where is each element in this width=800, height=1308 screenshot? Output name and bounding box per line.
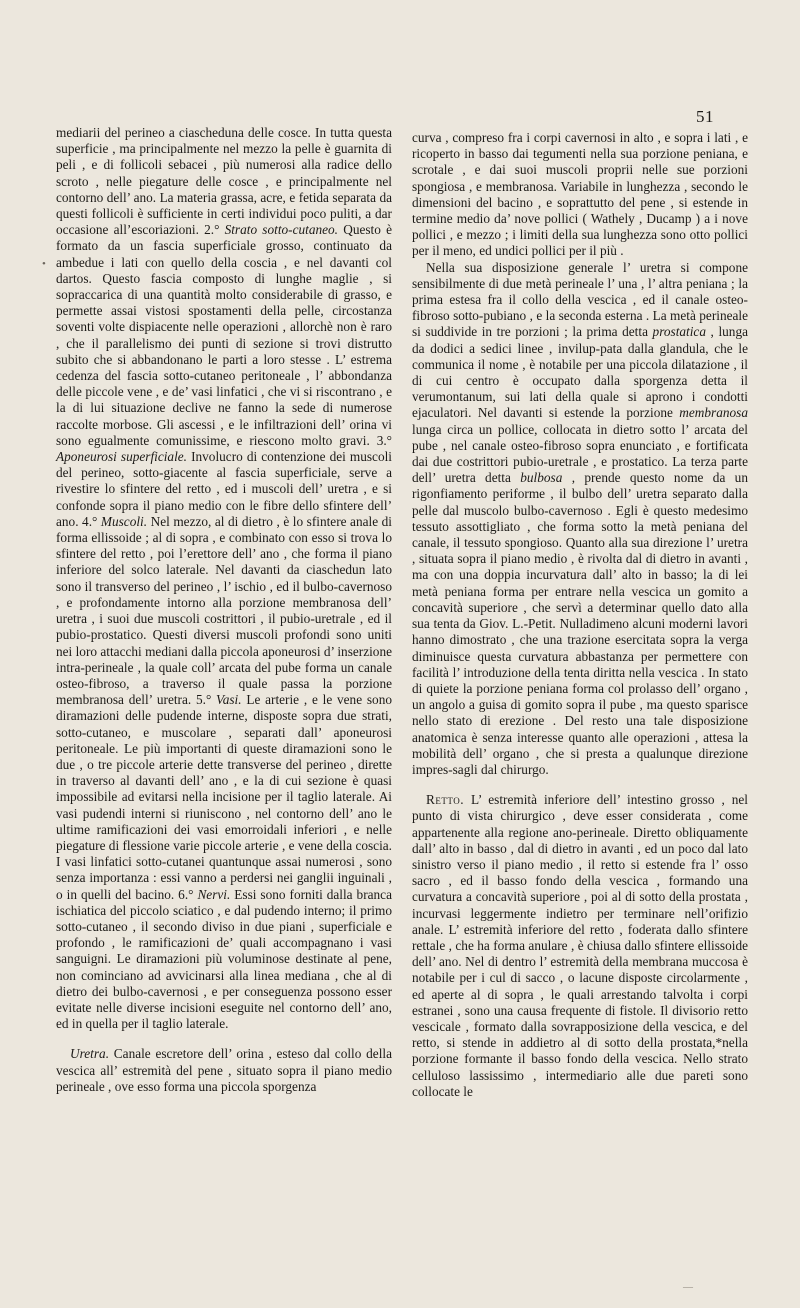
- left-column: [56, 125, 392, 1095]
- heading-uretra: Uretra.: [70, 1046, 110, 1062]
- text-run: lunga circa un pollice, collocata in dietro sotto l’ arcata del pube , nel canale osteo-fibroso sopra enunciato , e fortificata dai due costrittori pubio-uretrale , e prostatico. La terza parte dell’ uretra detta: [412, 421, 748, 486]
- paragraph-uretra-continued: [412, 130, 748, 260]
- heading-nervi: Nervi.: [197, 886, 231, 902]
- paragraph-retto: [412, 792, 748, 1100]
- paragraph-perineum-layers: [56, 125, 392, 1032]
- text-run: mediarii del perineo a ciascheduna delle cosce. In tutta questa superficie , ma principalmente nel mezzo la pelle è guarnita di peli , e di follicoli sebacei , più numerosi alla radice dello scroto , nelle piegature delle cosce , e principalmente nel contorno dell’ ano. La materia grassa, acre, e fetida separata da questi follicoli è sufficiente in certi individui poco puliti, a dar occasione all’escoriazioni. 2.°: [56, 125, 392, 238]
- text-run: L’ estremità inferiore dell’ intestino grosso , nel punto di vista chirurgico , deve esser considerata , come appartenente alla regione ano-perineale. Diretto obliquamente dall’ alto in basso , dal di dietro in avanti , ed un poco dal lato sinistro verso il piano medio , il retto si estende fra l’ osso sacro , ed il basso fondo della vescica , formando una curvatura a concavità superiore , poi al di sotto della prostata , incurvasi leggermente indietro per terminare nell’orifizio anale. L’ estremità inferiore del retto , foderata dallo sfintere rettale , che ha forma anulare , è chiusa dallo sfintere ellissoide dell’ ano. Nel di dentro l’ estremità della membrana muccosa è notabile per i cul di sacco , o lacune disposte circolarmente , ed aperte al di sopra , le quali arrestando talvolta i corpi estranei , sono una causa frequente di fistole. Il divisorio retto vescicale , formato dalla sovrapposizione della vescica, e del retto, si stende in addietro al di sotto della prostata,*nella porzione formante il basso fondo della vescica. Nello strato celluloso lassissimo , intermediario alle due pareti sono collocate le: [412, 792, 748, 1099]
- term-bulbosa: bulbosa: [520, 470, 563, 486]
- term-membranosa: membranosa: [679, 405, 748, 421]
- margin-mark: •: [42, 258, 46, 270]
- foot-mark: ‒‒: [683, 1282, 693, 1293]
- heading-vasi: Vasi.: [216, 692, 242, 708]
- text-run: , prende questo nome da un rigonfiamento periforme , il bulbo dell’ uretra separato dalla pelle dal muscolo bulbo-cavernoso . Egli è questo medesimo tessuto assottigliato , che forma sotto la metà peniana del canale, il tessuto spongioso. Quanto alla sua direzione l’ uretra , situata sopra il piano medio , è rivolta dal di dietro in avanti , ma con una doppia incurvatura dall’ alto in basso; la di lei metà peniana forma per entrare nella vescica un gomito a concavità superiore , che servì a determinar quello dato alla sua tenta da Giov. L.-Petit. Nulladimeno alcuni moderni lavori hanno dimostrato , che una trazione esercitata sopra la verga diminuisce questa curvatura abbastanza per permettere con facilità l’ introduzione della tenta diritta nella vescica . In stato di quiete la porzione peniana forma col prolasso dell’ organo , un angolo a guisa di gomito sopra il pube , ma questo sparisce nello stato di erezione . Del resto una tale disposizione anatomica è senza interesse quanto alle operazioni , attesa la mobilità dell’ organo , che si presta a qualunque direzione impres-sagli dal chirurgo.: [412, 470, 748, 777]
- text-run: Canale escretore dell’ orina , esteso dal collo della vescica all’ estremità del pene , situato sopra il piano medio perineale , ove esso forma una piccola sporgenza: [56, 1046, 392, 1094]
- heading-strato-sotto-cutaneo: Strato sotto-cutaneo.: [224, 222, 339, 238]
- text-run: Questo è formato da un fascia superficiale grosso, continuato da ambedue i lati con quello della coscia , e nel davanti col dartos. Questo fascia composto di lunghe maglie , si sopraccarica di una quantità molto considerabile di grasso, e permette assai vistosi spostamenti della pelle, circostanza soventi volte dispiacente nelle operazioni , allorchè non è raro , che il parallelismo dei punti di sezione si trovi distrutto subito che si abbandonano le parti a loro stesse . L’ estrema cedenza del fascia sotto-cutaneo peritoneale , l’ abbondanza delle piccole vene , e de’ vasi linfatici , che vi si riscontrano , e la di lui situazione declive ne fanno la sede di numerose raccolte morbose. Gli ascessi , e le infiltrazioni dell’ orina vi sono egualmente comunissime, e riescono molto gravi. 3.°: [56, 222, 392, 448]
- paragraph-uretra-disposition: [412, 260, 748, 779]
- text-run: Nella sua disposizione generale l’ uretra si compone sensibilmente di due metà perineale l’ una , l’ altra peniana ; la prima estesa fra il collo della vescica , ed il canale osteo-fibroso sotto-pubiano , e la seconda esterna . La metà perineale si suddivide in tre porzioni ; la prima detta: [412, 259, 748, 340]
- text-run: Nel mezzo, al di dietro , è lo sfintere anale di forma ellissoide ; al di sopra , e combinato con esso si trova lo sfintere del retto , poi l’erettore dell’ ano , che forma il piano inferiore del solco laterale. Nel davanti da ciaschedun lato sono il transverso del perineo , l’ ischio , ed il bulbo-cavernoso , e profondamente intorno alla porzione membranosa dell’ uretra , i suoi due muscoli costrittori , il pubio-uretrale , ed il pubio-prostatico. Questi diversi muscoli profondi sono uniti nei loro attacchi mediani dalla piccola aponeurosi d’ inserzione intra-perineale , la quale coll’ arcata del pube forma un canale osteo-fibroso, a traverso il quale passa la porzione membranosa dell’ uretra. 5.°: [56, 513, 392, 708]
- heading-retto: Retto.: [426, 792, 465, 808]
- text-run: Le arterie , e le vene sono diramazioni delle pudende interne, disposte sopra due strati, sotto-cutaneo, e muscolare , separati dall’ aponeurosi peritoneale. Le più importanti di queste diramazioni sono le due , o tre piccole arterie dette transverse del perineo , dirette in traverso al davanti dell’ ano , e la di cui sezione è quasi impossibile ad evitarsi nella incisione per il taglio laterale. Ai vasi pudendi interni si riuniscono , nel contorno dell’ ano le ultime ramificazioni dei vasi emorroidali inferiori , e nelle piegature di flessione varie piccole arterie , e vene della coscia. I vasi linfatici sotto-cutanei quantunque assai numerosi , sono senza importanza : essi vanno a perdersi nei ganglii inguinali , o in quelli del bacino. 6.°: [56, 692, 392, 902]
- page-number: 51: [696, 107, 714, 126]
- right-column: [412, 130, 748, 1100]
- text-run: Involucro di contenzione dei muscoli del perineo, sotto-giacente al fascia superficiale, serve a rivestire lo sfintere del retto , ed i muscoli dell’ uretra , e si confonde sopra il piano medio con le fibre dello sfintere dell’ ano. 4.°: [56, 449, 392, 529]
- term-prostatica: prostatica: [652, 324, 706, 340]
- text-run: Essi sono forniti dalla branca ischiatica del piccolo sciatico , e dal pudendo interno; il primo sotto-cutaneo , il secondo diviso in due piani , superficiale e profondo , le ramificazioni de’ quali accompagnano i vasi sanguigni. Le diramazioni più voluminose destinate al pene, non cominciano ad avvicinarsi alla linea mediana , che al di dietro dei bulbo-cavernosi , e per conseguenza possono esser evitate nelle diverse incisioni eseguite nel contorno dell’ ano, ed in quella per il taglio laterale.: [56, 886, 392, 1032]
- text-run: , lunga da dodici a sedici linee , invilup-pata dalla glandula, che le communica il nome , è notabile per una piccola dilatazione , il di cui centro è occupato dalla sporgenza detta il verumontanum, sui lati della quale si aprono i condotti ejaculatori. Nel davanti si estende la porzione: [412, 324, 748, 421]
- heading-aponeurosi: Aponeurosi superficiale.: [56, 449, 187, 465]
- heading-muscoli: Muscoli.: [100, 513, 148, 529]
- text-run: curva , compreso fra i corpi cavernosi in alto , e sopra i lati , e ricoperto in basso dai tegumenti nella sua porzione peniana, e scrotale , e dai suoi muscoli proprii nelle sue porzioni spongiosa , e membranosa. Variabile in lunghezza , secondo le dimensioni del bacino , e soprattutto del pene , si estende in termine medio da’ nove pollici ( Wathely , Ducamp ) a i nove pollici , e mezzo ; i limiti della sua lunghezza sono otto pollici per il meno, ed undici pollici per il più .: [412, 130, 748, 259]
- paragraph-uretra: [56, 1046, 392, 1095]
